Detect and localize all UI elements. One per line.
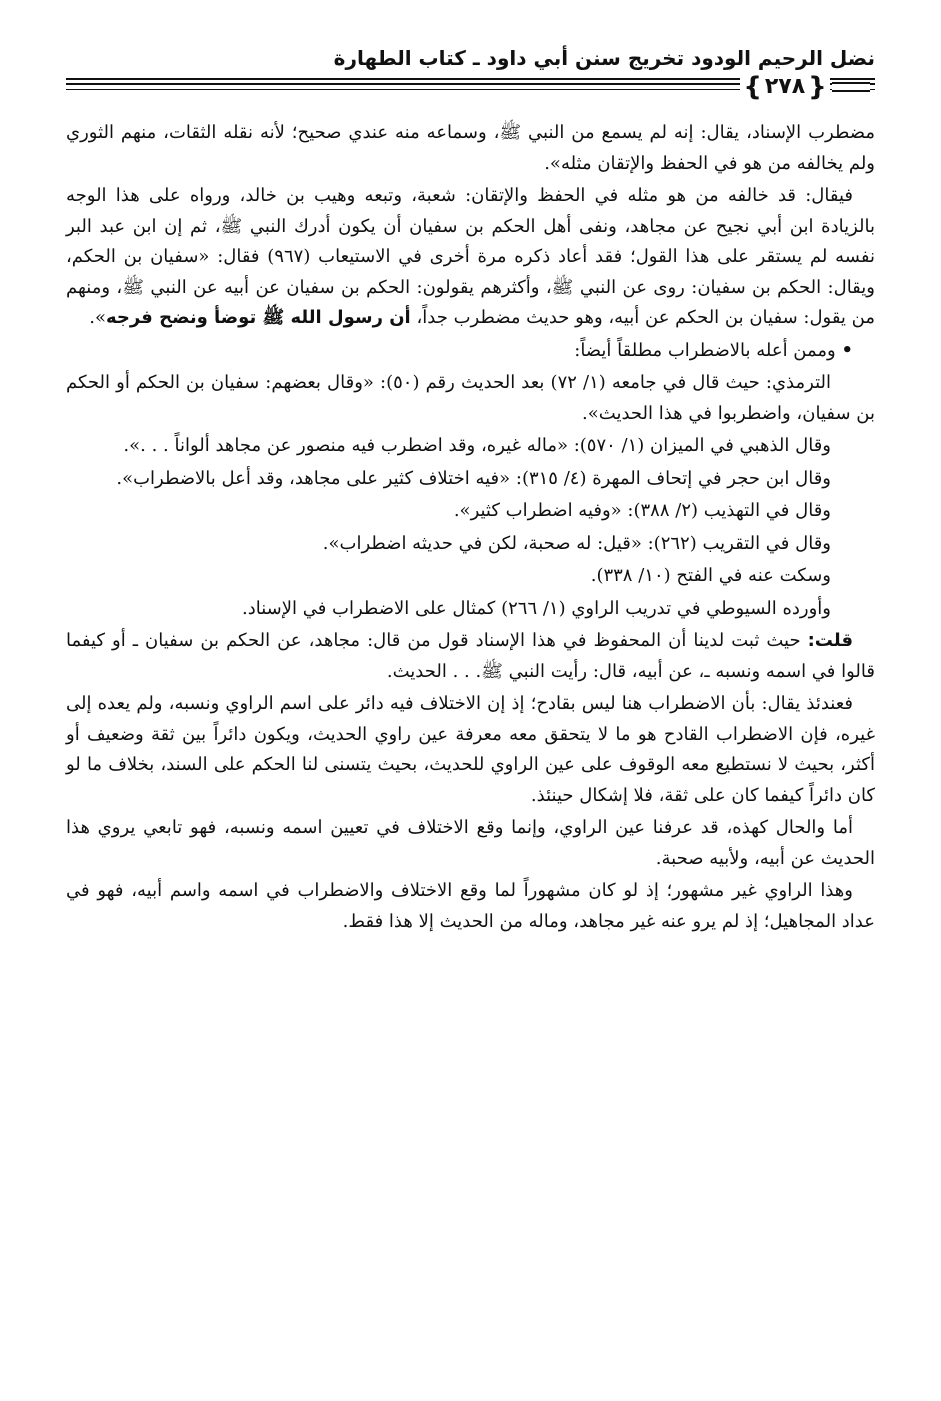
paragraph — [66, 529, 875, 560]
paragraph — [66, 496, 875, 527]
page-number-box — [740, 70, 830, 104]
page-number: ٢٧٨ — [764, 74, 806, 99]
body-text — [66, 118, 875, 939]
paragraph-text: وأورده السيوطي في تدريب الراوي (١/ ٢٦٦) كمثال على الاضطراب في الإسناد. — [242, 597, 831, 619]
paragraph-text: الترمذي: حيث قال في جامعه (١/ ٧٢) بعد الحديث رقم (٥٠): «وقال بعضهم: سفيان بن الحكم أو الحكم بن سفيان، واضطربوا في هذا الحديث». — [66, 372, 875, 424]
paragraph — [66, 561, 875, 592]
paragraph-text: فعندئذ يقال: بأن الاضطراب هنا ليس بقادح؛ إذ إن الاختلاف فيه دائر على اسم الراوي ونسبه، ولم يعده إلى غيره، فإن الاضطراب القادح هو ما لا يتحقق معه معرفة عين راوي الحديث، ويكون دائراً بين ثقة وضعيف أو أكثر، بحيث لا نستطيع معه الوقوف على عين الراوي للحديث، بحيث يتسنى لنا الحكم على السند، بخلاف ما لو كان دائراً كيفما كان على ثقة، فلا إشكال حينئذ. — [66, 693, 875, 806]
paragraph — [66, 368, 875, 429]
paragraph-text: مضطرب الإسناد، يقال: إنه لم يسمع من النبي ﷺ، وسماعه منه عندي صحيح؛ لأنه نقله الثقات، منهم الثوري ولم يخالفه من هو في الحفظ والإتقان مثله». — [66, 122, 875, 174]
paragraph-text-tail: ». — [89, 307, 106, 328]
brace-open-glyph: { — [743, 72, 762, 102]
paragraph — [66, 813, 875, 874]
hadith-text-bold: أن رسول الله ﷺ توضأ ونضح فرجه — [105, 307, 411, 328]
paragraph-text: وقال في التهذيب (٢/ ٣٨٨): «وفيه اضطراب كثير». — [453, 500, 831, 521]
paragraph — [66, 594, 875, 625]
header-ornament — [832, 82, 870, 92]
paragraph-text: وقال الذهبي في الميزان (١/ ٥٧٠): «ماله غيره، وقد اضطرب فيه منصور عن مجاهد ألواناً . . .». — [123, 435, 831, 456]
paragraph — [66, 626, 875, 687]
paragraph — [66, 181, 875, 334]
running-title: نضل الرحيم الودود تخريج سنن أبي داود ـ كتاب الطهارة — [333, 46, 875, 70]
paragraph — [66, 689, 875, 811]
paragraph-text: وهذا الراوي غير مشهور؛ إذ لو كان مشهوراً لما وقع الاختلاف والاضطراب في اسمه واسم أبيه، فهو في عداد المجاهيل؛ إذ لم يرو عنه غير مجاهد، وماله من الحديث إلا هذا فقط. — [66, 880, 875, 932]
paragraph-text: أما والحال كهذه، قد عرفنا عين الراوي، وإنما وقع الاختلاف في تعيين اسمه ونسبه، فهو تابعي يروي هذا الحديث عن أبيه، ولأبيه صحبة. — [66, 817, 875, 869]
paragraph-text: وقال في التقريب (٢٦٢): «قيل: له صحبة، لكن في حديثه اضطراب». — [322, 532, 831, 554]
paragraph-text: وسكت عنه في الفتح (١٠/ ٣٣٨). — [590, 565, 831, 586]
brace-close-glyph: } — [808, 72, 827, 102]
paragraph — [66, 464, 875, 495]
paragraph — [66, 336, 875, 367]
keyword-qultu: قلت: — [807, 630, 853, 651]
paragraph-text: فيقال: قد خالفه من هو مثله في الحفظ والإتقان: شعبة، وتبعه وهيب بن خالد، ورواه على هذا الوجه بالزيادة ابن أبي نجيح عن مجاهد، ونفى أهل الحكم بن سفيان أن يكون أدرك النبي ﷺ، ثم إن ابن عبد البر نفسه لم يستقر على هذا القول؛ فقد أعاد ذكره مرة أخرى في الاستيعاب (٩٦٧) فقال: «سفيان بن الحكم، ويقال: الحكم بن سفيان: روى عن النبي ﷺ، وأكثرهم يقولون: الحكم بن سفيان عن أبيه عن النبي ﷺ، ومنهم من يقول: سفيان بن الحكم عن أبيه، وهو حديث مضطرب جداً، — [66, 185, 875, 328]
paragraph-text: وممن أعله بالاضطراب مطلقاً أيضاً: — [574, 339, 836, 361]
paragraph — [66, 118, 875, 179]
paragraph-text: حيث ثبت لدينا أن المحفوظ في هذا الإسناد قول من قال: مجاهد، عن الحكم بن سفيان ـ أو كيفما قالوا في اسمه ونسبه ـ، عن أبيه، قال: رأيت النبي ﷺ. . . الحديث. — [66, 630, 875, 682]
paragraph — [66, 431, 875, 462]
paragraph — [66, 876, 875, 937]
paragraph-text: وقال ابن حجر في إتحاف المهرة (٤/ ٣١٥): «فيه اختلاف كثير على مجاهد، وقد أعل بالاضطراب». — [116, 467, 831, 489]
bullet-icon: • — [841, 339, 853, 361]
